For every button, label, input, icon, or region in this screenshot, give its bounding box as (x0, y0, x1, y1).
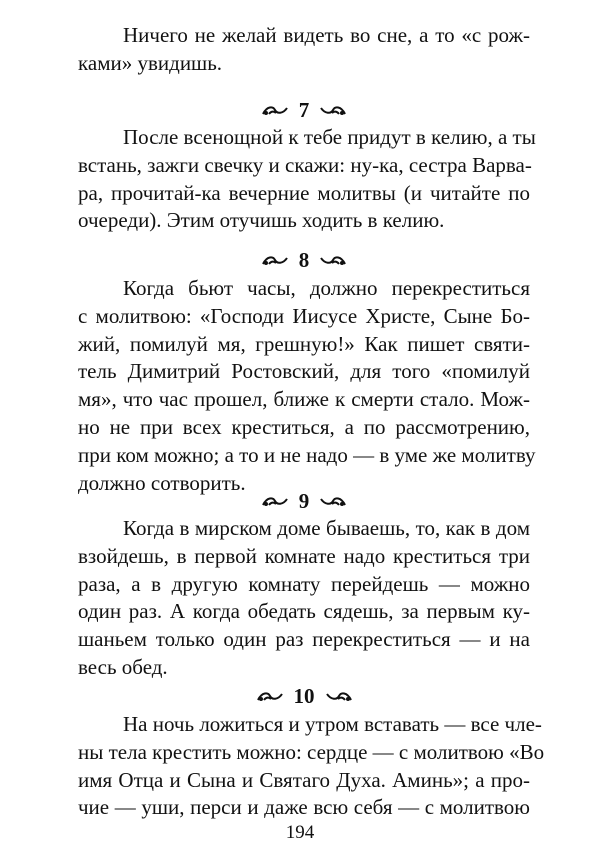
text-line: Когда в мирском доме бываешь, то, как в дом (123, 516, 530, 540)
text-line: ра, прочитай-ка вечерние молитвы (и читайте по (78, 180, 530, 205)
text-line: ками» увидишь. (78, 50, 223, 75)
section-10-paragraph (78, 711, 545, 822)
left-ornament-icon (256, 688, 286, 704)
text-line: шаньем только один раз перекреститься — и на (78, 627, 530, 652)
page-number: 194 (285, 822, 315, 843)
text-line: раза, а в другую комнату перейдешь — можно (78, 571, 530, 596)
text-line: один раз. А когда обедать сядешь, за первым ку- (78, 599, 530, 624)
left-ornament-icon (261, 102, 291, 118)
text-line: весь обед. (78, 654, 168, 679)
text-line: при ком можно; а то и не надо — в уме же молитву (78, 442, 536, 467)
section-heading-9 (78, 489, 530, 513)
text-line: взойдешь, в первой комнате надо креститься три (78, 543, 530, 568)
text-line: Ничего не желай видеть во сне, а то «с рож- (123, 23, 530, 47)
right-ornament-icon (317, 102, 347, 118)
section-9-paragraph (78, 515, 530, 682)
section-number: 10 (293, 683, 315, 708)
text-line: мя», что час прошел, ближе к смерти стало. Мож- (78, 387, 530, 412)
section-number: 9 (298, 488, 310, 513)
text-line: тель Димитрий Ростовский, для того «помилуй (78, 359, 530, 384)
intro-paragraph (78, 22, 530, 78)
text-line: должно сотворить. (78, 470, 246, 495)
section-8-paragraph (78, 275, 536, 497)
right-ornament-icon (323, 688, 353, 704)
text-line: На ночь ложиться и утром вставать — все чле- (123, 712, 542, 736)
right-ornament-icon (317, 252, 347, 268)
section-heading-7 (78, 98, 530, 122)
text-line: встань, зажги свечку и скажи: ну-ка, сестра Варва- (78, 152, 532, 177)
text-line: с молитвою: «Господи Иисусе Христе, Сыне Бо- (78, 303, 530, 328)
text-line: чие — уши, перси и даже всю себя — с молитвою (78, 795, 530, 820)
text-line: жий, помилуй мя, грешную!» Как пишет святи- (78, 331, 530, 356)
section-heading-8 (78, 248, 530, 272)
text-line: После всенощной к тебе придут в келию, а ты (123, 125, 536, 149)
text-line: но не при всех креститься, а по рассмотрению, (78, 414, 530, 439)
right-ornament-icon (317, 493, 347, 509)
section-number: 7 (298, 97, 310, 122)
text-line: ны тела крестить можно: сердце — с молитвою «Во (78, 739, 545, 764)
section-7-paragraph (78, 124, 536, 235)
left-ornament-icon (261, 252, 291, 268)
text-line: Когда бьют часы, должно перекреститься (123, 276, 530, 300)
text-line: имя Отца и Сына и Святаго Духа. Аминь»; а про- (78, 767, 530, 792)
left-ornament-icon (261, 493, 291, 509)
section-number: 8 (298, 247, 310, 272)
text-line: очереди). Этим отучишь ходить в келию. (78, 208, 445, 233)
section-heading-10 (78, 684, 530, 708)
